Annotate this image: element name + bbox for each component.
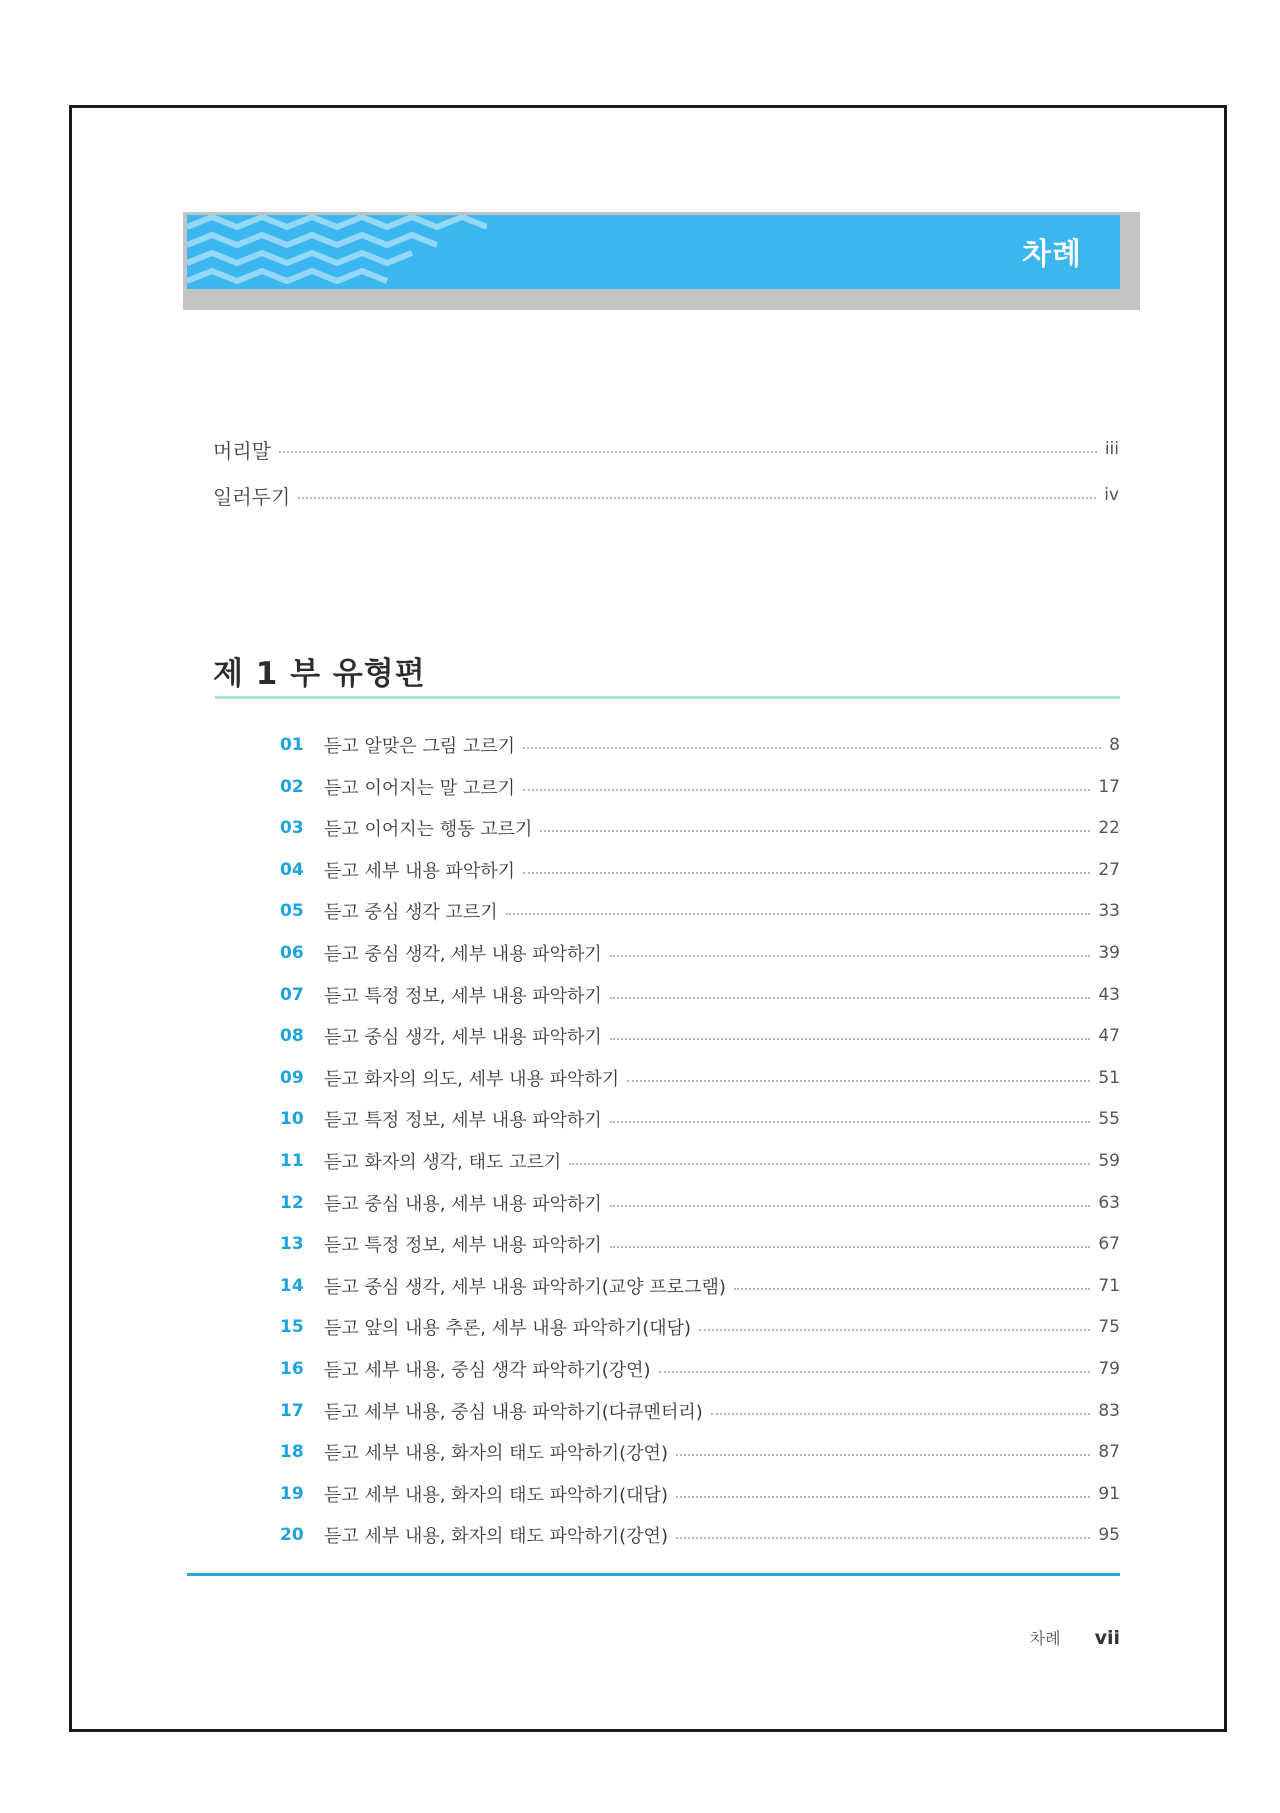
chapter-page: 87 <box>1098 1442 1120 1462</box>
chapter-page: 71 <box>1098 1276 1120 1296</box>
chapter-number: 18 <box>280 1442 304 1462</box>
chapter-page: 8 <box>1109 735 1120 755</box>
dotted-leader <box>711 1413 1091 1415</box>
chapter-number: 05 <box>280 901 304 921</box>
dotted-leader <box>610 1038 1091 1040</box>
chapter-title: 듣고 특정 정보, 세부 내용 파악하기 <box>324 1235 602 1256</box>
chapter-title: 듣고 세부 내용 파악하기 <box>324 861 516 882</box>
chapter-entry[interactable] <box>280 1065 1120 1091</box>
chapter-number: 15 <box>280 1317 304 1337</box>
chapter-page: 27 <box>1098 860 1120 880</box>
page-footer <box>1030 1626 1120 1649</box>
chapter-entry[interactable] <box>280 1231 1120 1257</box>
chapter-number: 09 <box>280 1068 304 1088</box>
chapter-entry[interactable] <box>280 1314 1120 1340</box>
chapter-number: 10 <box>280 1109 304 1129</box>
chapter-page: 22 <box>1098 818 1120 838</box>
chapter-number: 20 <box>280 1525 304 1545</box>
chapter-title: 듣고 세부 내용, 중심 내용 파악하기(다큐멘터리) <box>324 1402 703 1423</box>
chapter-page: 79 <box>1098 1359 1120 1379</box>
chapter-number: 19 <box>280 1484 304 1504</box>
chapter-number: 16 <box>280 1359 304 1379</box>
chapter-title: 듣고 세부 내용, 중심 생각 파악하기(강연) <box>324 1360 651 1381</box>
chapter-page: 63 <box>1098 1193 1120 1213</box>
zigzag-pattern-icon <box>187 215 487 289</box>
dotted-leader <box>610 955 1091 957</box>
chapter-entry[interactable] <box>280 940 1120 966</box>
chapter-entry[interactable] <box>280 1439 1120 1465</box>
dotted-leader <box>676 1454 1090 1456</box>
chapter-title: 듣고 화자의 생각, 태도 고르기 <box>324 1152 562 1173</box>
dotted-leader <box>506 913 1091 915</box>
dotted-leader <box>734 1288 1091 1290</box>
dotted-leader <box>610 1246 1091 1248</box>
chapter-title: 듣고 앞의 내용 추론, 세부 내용 파악하기(대담) <box>324 1318 692 1339</box>
chapter-entry[interactable] <box>280 857 1120 883</box>
chapter-entry[interactable] <box>280 1356 1120 1382</box>
chapter-entry[interactable] <box>280 982 1120 1008</box>
dotted-leader <box>523 789 1090 791</box>
toc-entry-label: 머리말 <box>213 438 271 463</box>
chapter-page: 59 <box>1098 1151 1120 1171</box>
chapter-title: 듣고 세부 내용, 화자의 태도 파악하기(강연) <box>324 1443 668 1464</box>
dotted-leader <box>627 1080 1090 1082</box>
header-banner <box>187 215 1120 289</box>
chapter-number: 03 <box>280 818 304 838</box>
chapter-page: 55 <box>1098 1109 1120 1129</box>
toc-entry-preface[interactable] <box>213 436 1119 462</box>
chapter-number: 01 <box>280 735 304 755</box>
chapter-title: 듣고 알맞은 그림 고르기 <box>324 736 516 757</box>
toc-entry-label: 일러두기 <box>213 484 291 509</box>
chapter-title: 듣고 중심 생각 고르기 <box>324 902 498 923</box>
chapter-page: 75 <box>1098 1317 1120 1337</box>
dotted-leader <box>610 997 1091 999</box>
chapter-entry[interactable] <box>280 898 1120 924</box>
chapter-entry[interactable] <box>280 1106 1120 1132</box>
chapter-number: 07 <box>280 985 304 1005</box>
chapter-number: 14 <box>280 1276 304 1296</box>
footer-page-number: vii <box>1094 1627 1120 1649</box>
chapter-entry[interactable] <box>280 1190 1120 1216</box>
dotted-leader <box>659 1371 1091 1373</box>
footer-label: 차례 <box>1029 1629 1061 1648</box>
part-divider <box>215 696 1120 699</box>
chapter-entry[interactable] <box>280 1481 1120 1507</box>
chapter-title: 듣고 세부 내용, 화자의 태도 파악하기(강연) <box>324 1526 668 1547</box>
chapter-title: 듣고 특정 정보, 세부 내용 파악하기 <box>324 1110 602 1131</box>
chapter-entry[interactable] <box>280 1148 1120 1174</box>
dotted-leader <box>298 497 1096 499</box>
chapter-title: 듣고 화자의 의도, 세부 내용 파악하기 <box>324 1069 620 1090</box>
chapter-number: 04 <box>280 860 304 880</box>
dotted-leader <box>523 747 1101 749</box>
dotted-leader <box>699 1329 1090 1331</box>
chapter-number: 06 <box>280 943 304 963</box>
page-title: 차례 <box>1022 237 1082 272</box>
chapter-title: 듣고 중심 생각, 세부 내용 파악하기 <box>324 1027 602 1048</box>
chapter-number: 08 <box>280 1026 304 1046</box>
chapter-number: 11 <box>280 1151 304 1171</box>
chapter-entry[interactable] <box>280 815 1120 841</box>
chapter-number: 02 <box>280 777 304 797</box>
chapter-title: 듣고 중심 생각, 세부 내용 파악하기(교양 프로그램) <box>324 1277 726 1298</box>
chapter-number: 13 <box>280 1234 304 1254</box>
toc-entry-page: iii <box>1104 439 1119 459</box>
chapter-page: 43 <box>1098 985 1120 1005</box>
part-title: 제 1 부 유형편 <box>213 656 426 692</box>
chapter-page: 95 <box>1098 1525 1120 1545</box>
chapter-title: 듣고 특정 정보, 세부 내용 파악하기 <box>324 986 602 1007</box>
dotted-leader <box>540 830 1090 832</box>
chapter-page: 67 <box>1098 1234 1120 1254</box>
chapter-entry[interactable] <box>280 1398 1120 1424</box>
toc-entry-page: iv <box>1104 485 1119 505</box>
chapter-page: 17 <box>1098 777 1120 797</box>
chapter-entry[interactable] <box>280 732 1120 758</box>
dotted-leader <box>279 451 1097 453</box>
dotted-leader <box>610 1121 1091 1123</box>
chapter-title: 듣고 이어지는 말 고르기 <box>324 778 516 799</box>
chapter-page: 47 <box>1098 1026 1120 1046</box>
dotted-leader <box>523 872 1090 874</box>
dotted-leader <box>610 1205 1091 1207</box>
chapter-title: 듣고 중심 생각, 세부 내용 파악하기 <box>324 944 602 965</box>
chapter-page: 83 <box>1098 1401 1120 1421</box>
toc-entry-guide[interactable] <box>213 482 1119 508</box>
chapter-title: 듣고 중심 내용, 세부 내용 파악하기 <box>324 1194 602 1215</box>
chapter-page: 91 <box>1098 1484 1120 1504</box>
chapter-entry[interactable] <box>280 1023 1120 1049</box>
chapter-title: 듣고 이어지는 행동 고르기 <box>324 819 533 840</box>
chapter-entry[interactable] <box>280 774 1120 800</box>
chapter-entry[interactable] <box>280 1273 1120 1299</box>
chapter-title: 듣고 세부 내용, 화자의 태도 파악하기(대담) <box>324 1485 668 1506</box>
dotted-leader <box>569 1163 1090 1165</box>
dotted-leader <box>676 1496 1090 1498</box>
bottom-divider <box>187 1573 1120 1576</box>
chapter-page: 51 <box>1098 1068 1120 1088</box>
chapter-number: 12 <box>280 1193 304 1213</box>
dotted-leader <box>676 1537 1090 1539</box>
chapter-page: 33 <box>1098 901 1120 921</box>
chapter-page: 39 <box>1098 943 1120 963</box>
chapter-entry[interactable] <box>280 1522 1120 1548</box>
chapter-number: 17 <box>280 1401 304 1421</box>
